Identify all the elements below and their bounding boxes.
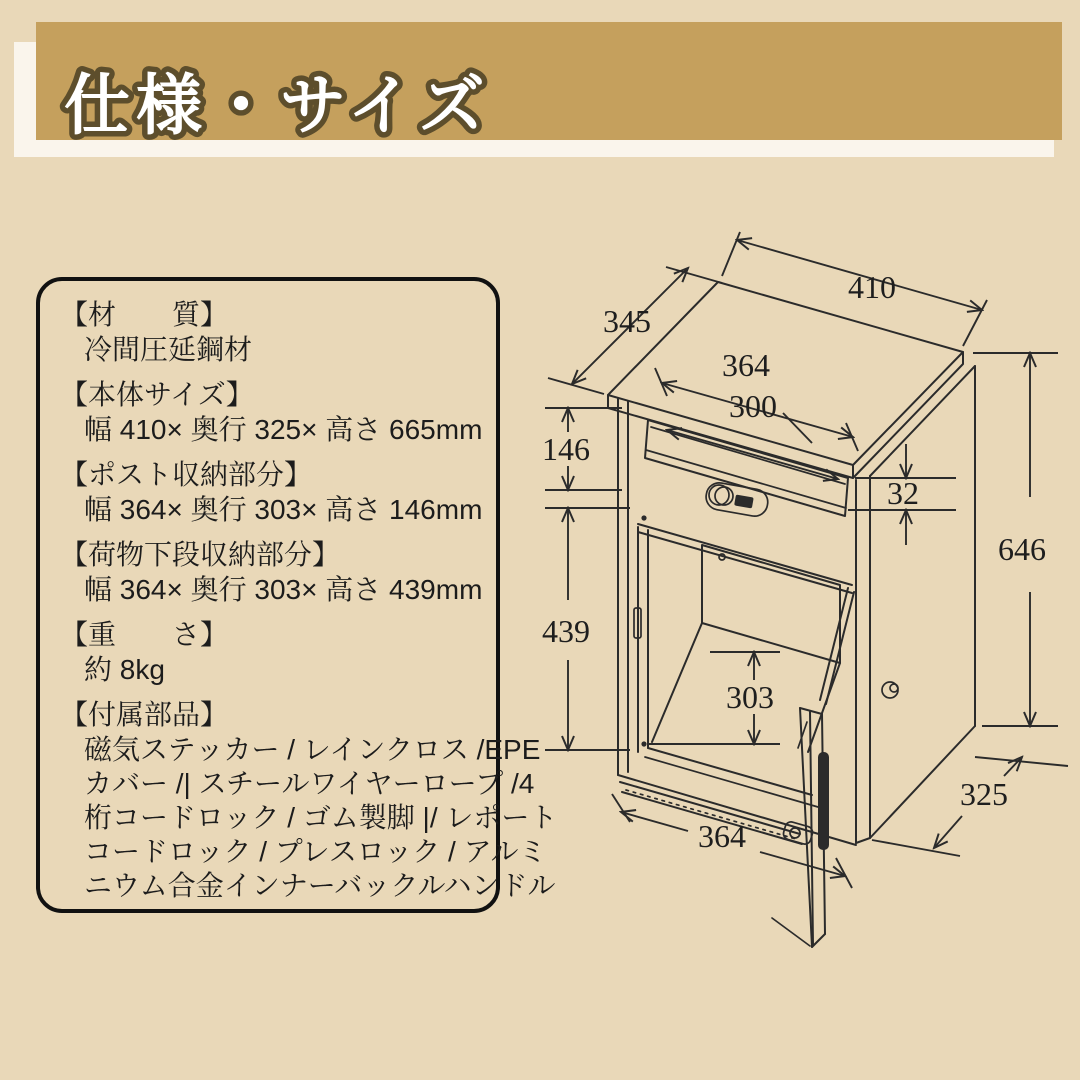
spec-material: [60, 296, 482, 367]
dim-label-300: 300: [729, 388, 777, 424]
dim-label-325: 325: [960, 776, 1008, 812]
dim-303: [648, 652, 780, 744]
spec-lower-section: [60, 536, 482, 607]
spec-post-section: [60, 456, 482, 527]
spec-value-line: 磁気ステッカー / レインクロス /EPE: [84, 734, 541, 765]
spec-value: 幅 410× 奥行 325× 高さ 665mm: [84, 414, 483, 445]
dim-label-646: 646: [998, 531, 1046, 567]
dim-label-146: 146: [542, 431, 590, 467]
dim-label-345: 345: [603, 303, 651, 339]
spec-accessories: [60, 696, 558, 903]
spec-value-line: ニウム合金インナーバックルハンドル: [84, 870, 556, 901]
dim-325: [872, 757, 1068, 856]
dim-label-364-bottom: 364: [698, 818, 746, 854]
dim-345: [548, 267, 722, 394]
dim-label-439: 439: [542, 613, 590, 649]
dim-146: [542, 408, 622, 490]
spec-label: 【ポスト収納部分】: [60, 459, 313, 490]
spec-value: 幅 364× 奥行 303× 高さ 439mm: [84, 574, 483, 605]
spec-box: [36, 277, 558, 913]
spec-value: 約 8kg: [84, 654, 165, 685]
side-knob: [882, 682, 898, 698]
dim-label-32: 32: [887, 475, 919, 511]
spec-value: 冷間圧延鋼材: [84, 334, 253, 365]
page-title: 仕様・サイズ: [64, 68, 491, 140]
lower-compartment: [634, 515, 818, 807]
spec-label: 【荷物下段収納部分】: [60, 539, 341, 570]
spec-label: 【材 質】: [60, 299, 229, 330]
spec-weight: [60, 616, 482, 687]
spec-label: 【付属部品】: [60, 699, 229, 730]
cabinet-body: [618, 366, 975, 845]
dim-646: [973, 353, 1058, 726]
spec-label: 【本体サイズ】: [60, 379, 254, 410]
spec-value-line: 桁コードロック / ゴム製脚 |/ レポート: [84, 802, 558, 833]
spec-body-size: [60, 376, 482, 447]
dim-32: [848, 444, 956, 545]
combination-lock: [704, 481, 770, 518]
roof: [608, 282, 963, 478]
dim-439: [542, 508, 630, 750]
dim-label-303: 303: [726, 679, 774, 715]
spec-value-line: カバー /| スチールワイヤーロープ /4: [84, 768, 535, 799]
spec-label: 【重 さ】: [60, 619, 229, 650]
spec-value: 幅 364× 奥行 303× 高さ 146mm: [84, 494, 483, 525]
dim-label-364-top: 364: [722, 347, 770, 383]
spec-value-line: コードロック / プレスロック / アルミ: [84, 836, 547, 867]
delivery-box-technical-drawing: [530, 210, 1080, 990]
dim-410: [722, 232, 987, 346]
dim-label-410: 410: [848, 269, 896, 305]
inner-handle-slot: [818, 752, 829, 850]
page-title-svg: [36, 22, 1062, 140]
